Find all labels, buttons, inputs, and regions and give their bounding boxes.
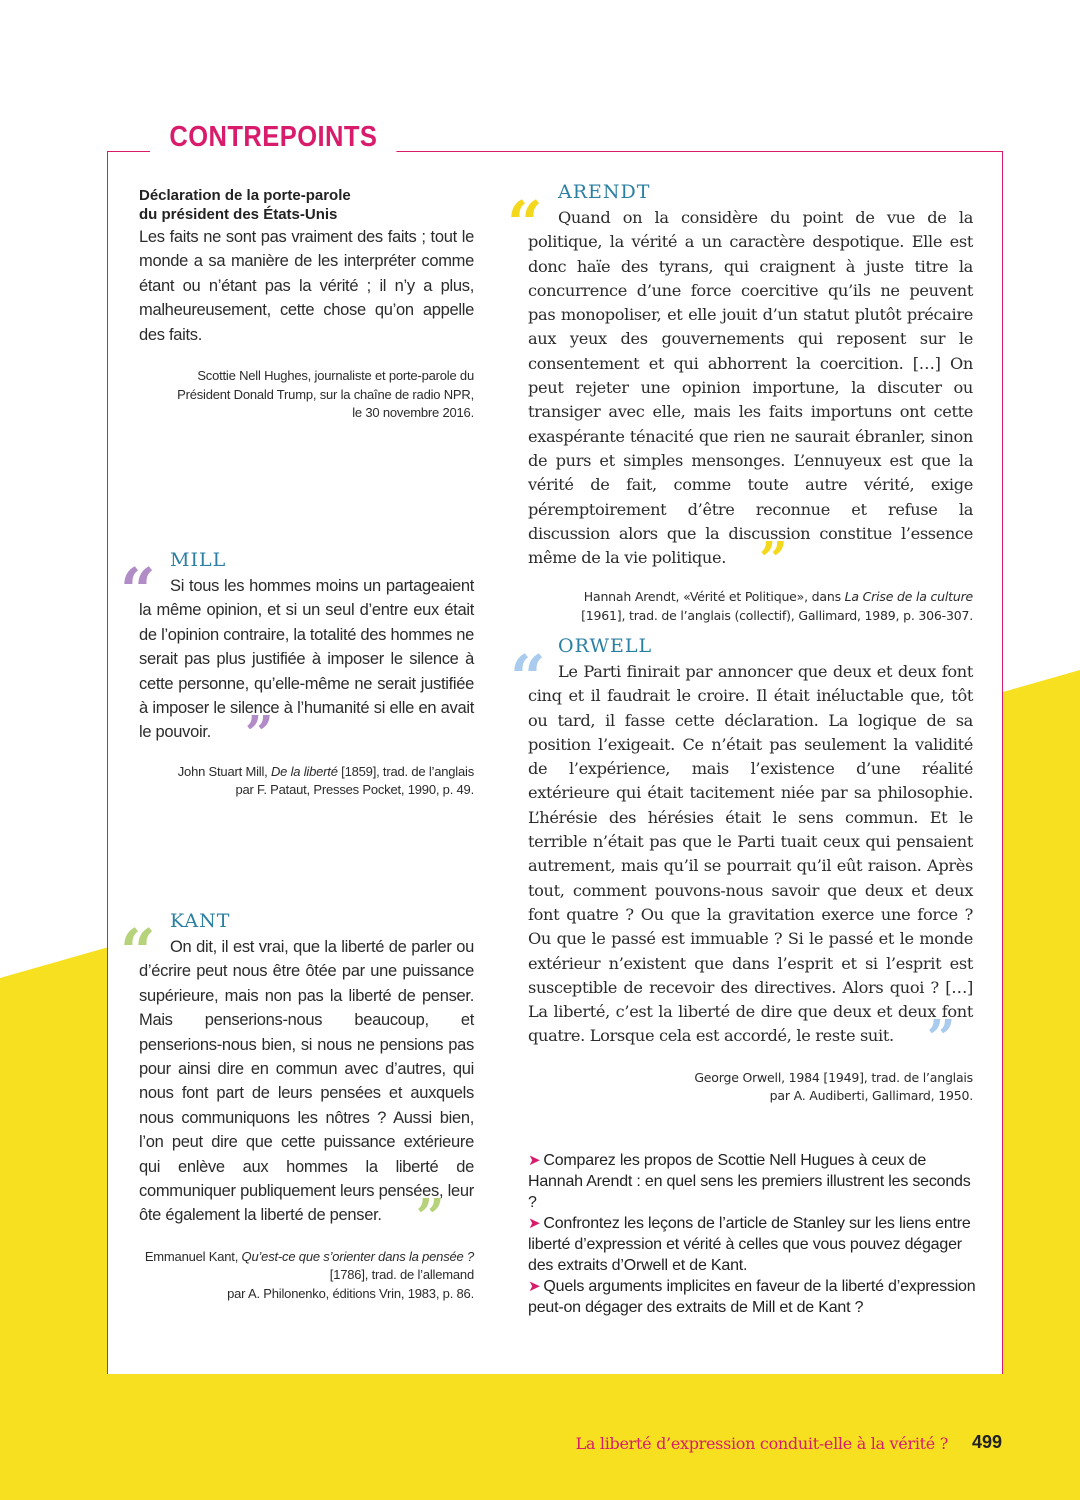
kant-source-line2: par A. Philonenko, éditions Vrin, 1983, p. 86. bbox=[227, 1285, 474, 1301]
question-item bbox=[528, 1150, 978, 1213]
declaration-source bbox=[139, 367, 474, 423]
mill-source-work: De la liberté bbox=[270, 763, 338, 779]
arendt-source-line2: [1961], trad. de l’anglais (collectif), Gallimard, 1989, p. 306-307. bbox=[581, 607, 973, 623]
kant-source-work: Qu’est-ce que s’orienter dans la pensée ? bbox=[241, 1248, 474, 1264]
question-text: Quels arguments implicites en faveur de la liberté d’expression peut-on dégager des extraits de Mill et de Kant ? bbox=[528, 1278, 976, 1316]
arrow-right-icon: ➤ bbox=[528, 1152, 541, 1169]
kant-open-quote-icon: “ bbox=[120, 915, 156, 988]
mill-close-quote-icon: ” bbox=[244, 704, 274, 764]
kant-source-suffix: [1786], trad. de l’allemand bbox=[329, 1267, 474, 1283]
arrow-right-icon: ➤ bbox=[528, 1215, 541, 1232]
orwell-block bbox=[528, 660, 973, 1106]
declaration-block bbox=[139, 186, 474, 423]
mill-source-prefix: John Stuart Mill, bbox=[177, 763, 271, 779]
arendt-source-line1 bbox=[528, 588, 973, 607]
arendt-open-quote-icon: “ bbox=[507, 187, 543, 260]
declaration-source-line3: le 30 novembre 2016. bbox=[352, 405, 474, 421]
question-text: Confrontez les leçons de l’article de Stanley sur les liens entre liberté d’expression et vérité à celles que vous pouvez dégager des extraits d’Orwell et de Kant. bbox=[528, 1215, 971, 1274]
kant-close-quote-icon: ” bbox=[415, 1187, 445, 1247]
orwell-source-line1: George Orwell, 1984 [1949], trad. de l’anglais bbox=[694, 1069, 973, 1085]
mill-source bbox=[139, 763, 474, 800]
orwell-close-quote-icon: ” bbox=[926, 1008, 956, 1068]
arendt-body bbox=[528, 206, 973, 590]
kant-author: KANT bbox=[170, 910, 231, 932]
question-item bbox=[528, 1213, 978, 1276]
questions-list bbox=[528, 1150, 978, 1318]
arrow-right-icon: ➤ bbox=[528, 1278, 541, 1295]
kant-body-text: On dit, il est vrai, que la liberté de parler ou d’écrire peut nous être ôtée par une puissance supérieure, mais non pas la liberté de penser. Mais penserions-nous beaucoup, et penserions-nous bien, si nous ne pensions pas pour ainsi dire en commun avec d’autres, qui nous font part de leurs pensées et auxquels nous communiquons les nôtres ? Aussi bien, l’on peut dire que cette puissance extérieure qui enlève aux hommes la liberté de communiquer publiquement leurs pensées, leur ôte également la liberté de penser. bbox=[139, 938, 474, 1225]
mill-source-line2: par F. Pataut, Presses Pocket, 1990, p. 49. bbox=[235, 782, 474, 798]
declaration-title-line2: du président des États-Unis bbox=[139, 206, 338, 223]
mill-open-quote-icon: “ bbox=[120, 554, 156, 627]
arendt-source-work: La Crise de la culture bbox=[844, 589, 973, 605]
declaration-source-line1: Scottie Nell Hughes, journaliste et porte-parole du bbox=[197, 368, 474, 384]
mill-body bbox=[139, 574, 474, 764]
orwell-source-line2: par A. Audiberti, Gallimard, 1950. bbox=[769, 1088, 973, 1104]
kant-body bbox=[139, 935, 474, 1247]
arendt-source bbox=[528, 588, 973, 625]
kant-source bbox=[139, 1248, 474, 1304]
orwell-author: ORWELL bbox=[558, 635, 653, 657]
kant-source-prefix: Emmanuel Kant, bbox=[144, 1248, 242, 1264]
declaration-body: Les faits ne sont pas vraiment des faits ; tout le monde a sa manière de les interpréter comme étant ou n’étant pas la vérité ; il n’y a plus, malheureusement, cette chose qu’on appelle des faits. bbox=[139, 228, 474, 344]
arendt-author: ARENDT bbox=[558, 181, 651, 203]
declaration-title-line1: Déclaration de la porte-parole bbox=[139, 187, 351, 204]
section-title: CONTREPOINTS bbox=[150, 121, 397, 154]
running-footer-title: La liberté d’expression conduit-elle à la vérité ? bbox=[575, 1434, 948, 1453]
mill-source-line1 bbox=[139, 763, 474, 782]
mill-source-suffix: [1859], trad. de l’anglais bbox=[337, 763, 474, 779]
declaration-source-line2: Président Donald Trump, sur la chaîne de radio NPR, bbox=[177, 386, 474, 402]
orwell-body bbox=[528, 660, 973, 1068]
orwell-body-text: Le Parti finirait par annoncer que deux et deux font cinq et il faudrait le croire. Il était inéluctable que, tôt ou tard, il fasse cette déclaration. La logique de sa position l’exigeait. Ce n’était pas seulement la validité de l’expérience, mais l’existence d’une réalité extérieure qui était tacitement niée par sa philosophie. L’hérésie des hérésies était le sens commun. Et le terrible n’était pas que le Parti tuait ceux qui pensaient autrement, mais qu’il se pourrait qu’il eût raison. Après tout, comment pouvons-nous savoir que deux et deux font quatre ? Ou que la gravitation exerce une force ? Ou que le passé est immuable ? Si le passé et le monde extérieur n’existent que dans l’esprit et si l’esprit est susceptible de recevoir des directives. Alors quoi ? […] La liberté, c’est la liberté de dire que deux et deux font quatre. Lorsque cela est accordé, le reste suit. bbox=[528, 662, 973, 1046]
orwell-source bbox=[528, 1069, 973, 1106]
mill-block bbox=[139, 574, 474, 800]
kant-source-line1 bbox=[139, 1248, 474, 1285]
page-number: 499 bbox=[971, 1432, 1002, 1452]
arendt-block bbox=[528, 206, 973, 625]
mill-body-text: Si tous les hommes moins un partageaient la même opinion, et si un seul d’entre eux était de l’opinion contraire, la totalité des hommes ne serait pas plus justifiée à imposer le silence à cette personne, qu’elle-même ne serait justifiée à imposer le silence à l’humanité si elle en avait le pouvoir. bbox=[139, 577, 474, 742]
arendt-source-prefix: Hannah Arendt, «Vérité et Politique», dans bbox=[583, 589, 845, 605]
orwell-open-quote-icon: “ bbox=[510, 641, 546, 714]
arendt-close-quote-icon: ” bbox=[759, 530, 788, 590]
question-item bbox=[528, 1276, 978, 1318]
question-text: Comparez les propos de Scottie Nell Hugues à ceux de Hannah Arendt : en quel sens les premiers illustrent les seconds ? bbox=[528, 1152, 971, 1211]
arendt-body-text: Quand on la considère du point de vue de la politique, la vérité a un caractère despotique. Elle est donc haïe des tyrans, qui craignent à juste titre la concurrence d’une force coercitive qu’ils ne peuvent pas monopoliser, et elle jouit d’un statut plutôt précaire aux yeux des gouvernements qui reposent sur le consentement et qui abhorrent la coercition. […] On peut rejeter une opinion importune, la discuter ou transiger avec elle, mais les faits importuns ont cette exaspérante ténacité que rien ne saurait ébranler, sinon de purs et simples mensonges. L’ennuyeux est que la vérité de fait, comme toute autre vérité, exige péremptoirement d’être reconnue et refuse la discussion alors que la discussion constitue l’essence même de la vie politique. bbox=[528, 208, 973, 568]
kant-block bbox=[139, 935, 474, 1303]
mill-author: MILL bbox=[170, 549, 227, 571]
